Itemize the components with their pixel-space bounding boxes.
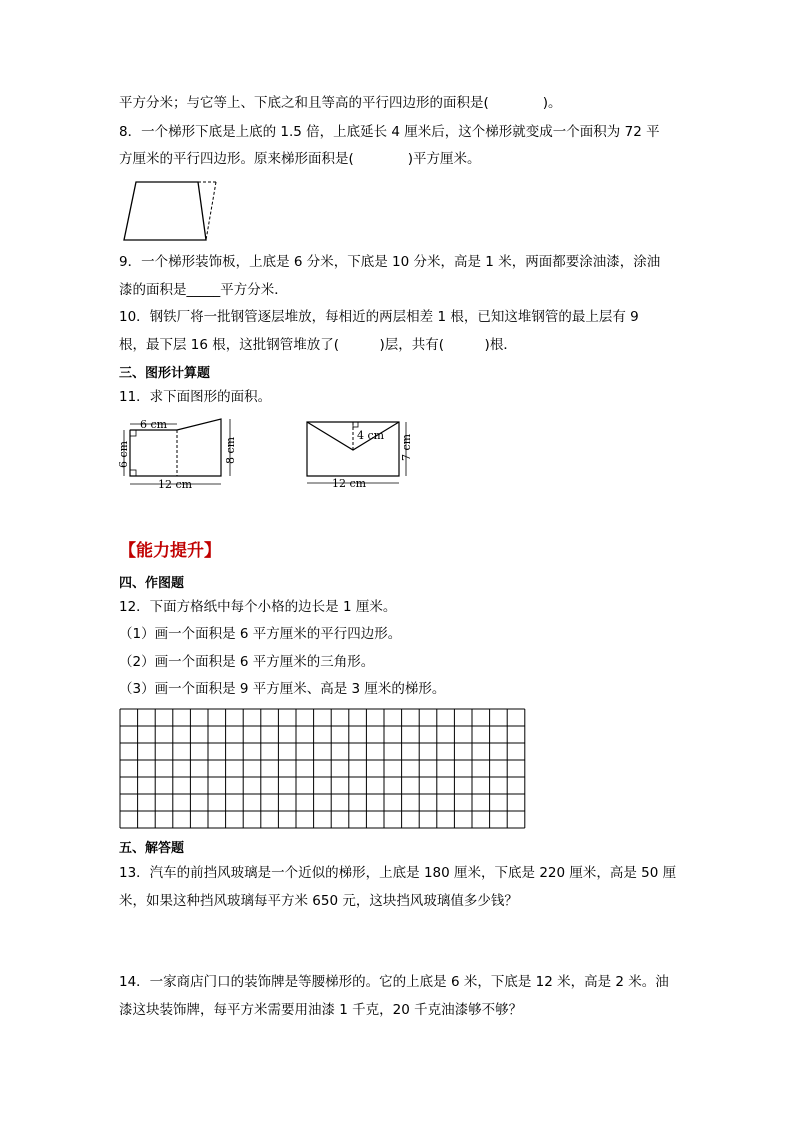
fig1-right-label: 8 cm bbox=[224, 436, 237, 464]
section-3-heading: 三、图形计算题 bbox=[119, 366, 211, 381]
q10-line2: 根，最下层 16 根，这批钢管堆放了( )层，共有( )根． bbox=[119, 337, 517, 353]
fig1-top-label: 6 cm bbox=[140, 418, 168, 431]
q8-line2: 方厘米的平行四边形。原来梯形面积是( )平方厘米。 bbox=[119, 151, 481, 167]
q11-figure-1 bbox=[118, 416, 248, 492]
section-4-heading: 四、作图题 bbox=[119, 576, 185, 591]
graph-paper-grid[interactable] bbox=[119, 708, 531, 830]
q13-line2: 米，如果这种挡风玻璃每平方米 650 元，这块挡风玻璃值多少钱？ bbox=[119, 893, 518, 909]
q8-line1: 8．一个梯形下底是上底的 1.5 倍，上底延长 4 厘米后，这个梯形就变成一个面积为 72 平 bbox=[119, 124, 660, 140]
q7-continuation: 平方分米；与它等上、下底之和且等高的平行四边形的面积是( )。 bbox=[119, 95, 562, 111]
q12-text: 12．下面方格纸中每个小格的边长是 1 厘米。 bbox=[119, 599, 397, 615]
fig1-left-label: 6 cm bbox=[117, 440, 130, 468]
fig2-right-angle bbox=[353, 422, 358, 427]
fig1-bottom-label: 12 cm bbox=[158, 478, 193, 491]
q14-line2: 漆这块装饰牌，每平方米需要用油漆 1 千克，20 千克油漆够不够？ bbox=[119, 1002, 523, 1018]
fig2-bottom-label: 12 cm bbox=[332, 477, 367, 490]
ability-heading: 【能力提升】 bbox=[119, 541, 221, 561]
q12-sub1: （1）画一个面积是 6 平方厘米的平行四边形。 bbox=[119, 626, 402, 642]
q12-sub2: （2）画一个面积是 6 平方厘米的三角形。 bbox=[119, 654, 375, 670]
fig1-right-angle-top bbox=[130, 430, 136, 436]
q10-line1: 10．钢铁厂将一批钢管逐层堆放，每相近的两层相差 1 根，已知这堆钢管的最上层有 9 bbox=[119, 309, 639, 325]
q11-figure-2 bbox=[300, 416, 420, 492]
dashed-extension-side bbox=[206, 182, 216, 240]
q8-trapezoid-figure bbox=[118, 178, 228, 244]
fig2-right-label: 7 cm bbox=[400, 433, 413, 461]
fig1-right-angle-bottom bbox=[130, 470, 136, 476]
q14-line1: 14．一家商店门口的装饰牌是等腰梯形的。它的上底是 6 米，下底是 12 米，高是 2 米。油 bbox=[119, 974, 669, 990]
section-5-heading: 五、解答题 bbox=[119, 841, 185, 856]
q11-text: 11．求下面图形的面积。 bbox=[119, 389, 272, 405]
fig2-inner-label: 4 cm bbox=[357, 429, 385, 442]
q12-sub3: （3）画一个面积是 9 平方厘米、高是 3 厘米的梯形。 bbox=[119, 681, 446, 697]
q13-line1: 13．汽车的前挡风玻璃是一个近似的梯形，上底是 180 厘米，下底是 220 厘米，高是 50 厘 bbox=[119, 865, 677, 881]
q9-line2: 漆的面积是_____平方分米． bbox=[119, 282, 288, 298]
q9-line1: 9．一个梯形装饰板，上底是 6 分米，下底是 10 分米，高是 1 米，两面都要涂油漆，涂油 bbox=[119, 254, 661, 270]
trapezoid-shape bbox=[124, 182, 206, 240]
